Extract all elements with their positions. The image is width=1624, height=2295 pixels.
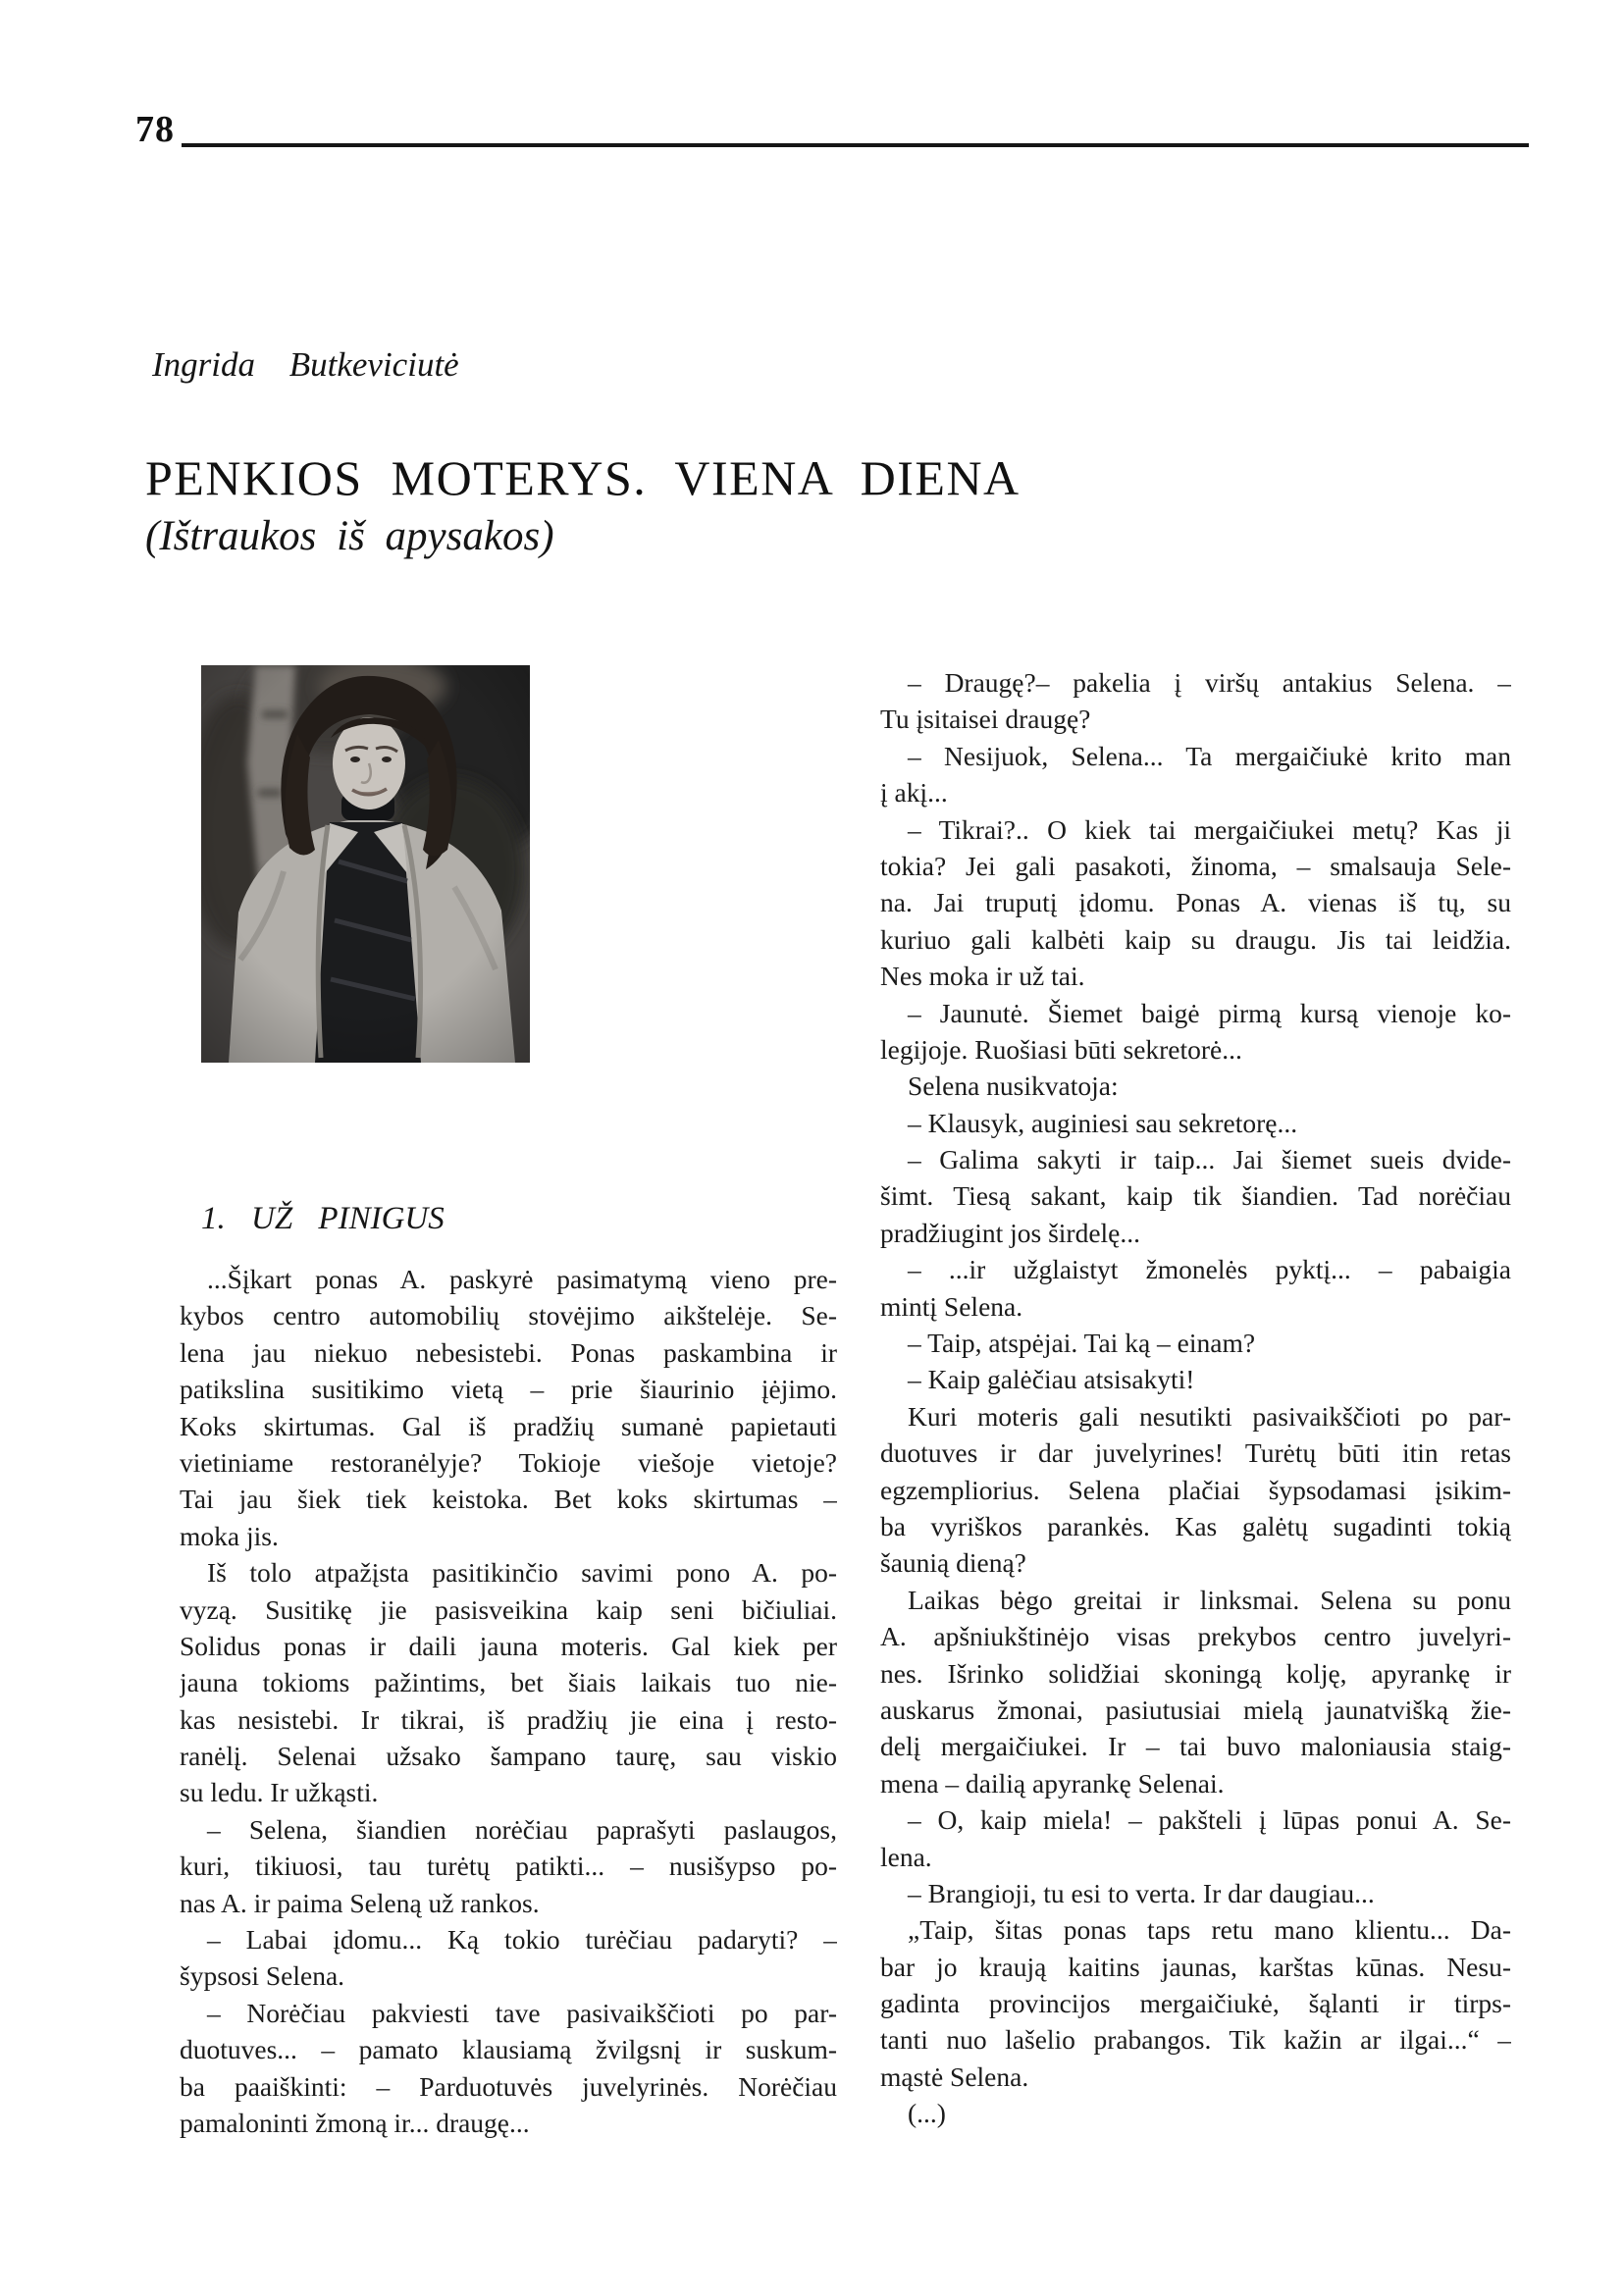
right-column-text [880, 664, 1511, 2132]
text-line: – O, kaip miela! – pakšteli į lūpas ponui A. Se- [908, 1804, 1511, 1836]
text-line: Laikas bėgo greitai ir linksmai. Selena su ponu [908, 1584, 1511, 1615]
text-line: šaunią dieną? [880, 1547, 1026, 1579]
header-rule [182, 143, 1529, 147]
paragraph [880, 1141, 1511, 1251]
text-line: tanti nuo lašelio prabangos. Tik kažin ar ilgai...“ – [880, 2024, 1511, 2056]
text-line: „Taip, šitas ponas taps retu mano klientu... Da- [908, 1914, 1511, 1946]
text-line: Iš tolo atpažįsta pasitikinčio savimi pono A. po- [207, 1557, 837, 1589]
text-line: duotuves... – pamato klausiamą žvilgsnį ir suskum- [180, 2034, 837, 2065]
portrait-photo [201, 665, 530, 1063]
text-line: nas A. ir paima Seleną už rankos. [180, 1887, 540, 1918]
text-line: lena jau niekuo nebesistebi. Ponas paskambina ir [180, 1336, 837, 1368]
text-line: – Galima sakyti ir taip... Jai šiemet sueis dvide- [908, 1144, 1511, 1175]
text-line: (...) [908, 2098, 946, 2129]
text-line: – Selena, šiandien norėčiau paprašyti paslaugos, [207, 1813, 837, 1845]
text-line: – Norėčiau pakviesti tave pasivaikščioti po par- [207, 1997, 837, 2028]
text-line: Tu įsitaisei draugę? [880, 704, 1091, 735]
text-line: egzempliorius. Selena plačiai šypsodamasi įsikim- [880, 1474, 1511, 1505]
text-line: pamaloninti žmoną ir... draugę... [180, 2107, 530, 2138]
right-column [880, 664, 1511, 2132]
text-line: legijoje. Ruošiasi būti sekretorė... [880, 1033, 1242, 1065]
text-line: mena – dailią apyrankę Selenai. [880, 1767, 1225, 1799]
text-line: kuri, tikiuosi, tau turėtų patikti... – nusišypso po- [180, 1851, 837, 1882]
page-title: PENKIOS MOTERYS. VIENA DIENA [145, 450, 1021, 505]
text-line: Koks skirtumas. Gal iš pradžių sumanė papietauti [180, 1410, 837, 1441]
text-line: – Brangioji, tu esi to verta. Ir dar daugiau... [908, 1877, 1375, 1908]
text-line: Nes moka ir už tai. [880, 961, 1085, 992]
text-line: pradžiugint jos širdelę... [880, 1217, 1141, 1248]
text-line: ...Šįkart ponas A. paskyrė pasimatymą vieno pre- [207, 1264, 837, 1294]
text-line: patikslina susitikimo vietą – prie šiaurinio įėjimo. [180, 1374, 837, 1405]
paragraph [880, 1398, 1511, 1582]
text-line: kybos centro automobilių stovėjimo aikštelėje. Se- [180, 1300, 837, 1331]
text-line: Tai jau šiek tiek keistoka. Bet koks skirtumas – [180, 1484, 837, 1515]
paragraph [880, 995, 1511, 1069]
left-column-text [180, 1261, 837, 2141]
paragraph [880, 1325, 1511, 1361]
portrait-photo-art [201, 665, 530, 1063]
text-line: moka jis. [180, 1520, 279, 1551]
text-line: na. Jai truputį įdomu. Ponas A. vienas iš tų, su [880, 887, 1511, 918]
text-line: – Taip, atspėjai. Tai ką – einam? [908, 1328, 1256, 1359]
text-line: nes. Išrinko solidžiai skoningą kolję, apyrankę ir [880, 1657, 1511, 1689]
paragraph [880, 1911, 1511, 2095]
paragraph [880, 664, 1511, 738]
page-number: 78 [135, 109, 175, 150]
text-line: – Jaunutė. Šiemet baigė pirmą kursą vienoje ko- [908, 997, 1511, 1028]
text-line: ba paaiškinti: – Parduotuvės juvelyrinės. Norėčiau [180, 2070, 837, 2102]
paragraph [180, 1554, 837, 1811]
text-line: ranėlį. Selenai užsako šampano taurę, sau viskio [180, 1741, 837, 1772]
paragraph [880, 1068, 1511, 1104]
text-line: – Kaip galėčiau atsisakyti! [908, 1364, 1195, 1395]
text-line: duotuves ir dar juvelyrines! Turėtų būti itin retas [880, 1437, 1511, 1469]
text-line: šimt. Tiesą sakant, kaip tik šiandien. Tad norėčiau [880, 1180, 1511, 1212]
text-line: tokia? Jei gali pasakoti, žinoma, – smalsauja Sele- [880, 850, 1511, 881]
author-name: Ingrida Butkeviciutė [152, 345, 459, 384]
text-line: kuriuo gali kalbėti kaip su draugu. Jis tai leidžia. [880, 923, 1511, 955]
paragraph [880, 1251, 1511, 1325]
text-line: bar jo kraują kaitins jaunas, karštas kūnas. Nesu- [880, 1951, 1511, 1982]
text-line: – ...ir užglaistyt žmonelės pyktį... – pabaigia [908, 1254, 1511, 1285]
paragraph [880, 1875, 1511, 1911]
text-line: Solidus ponas ir daili jauna moteris. Gal kiek per [180, 1630, 837, 1661]
text-line: Kuri moteris gali nesutikti pasivaikščioti po par- [908, 1400, 1511, 1432]
text-line: lena. [880, 1841, 932, 1872]
paragraph [180, 1811, 837, 1921]
text-line: gadinta provincijos mergaičiukė, šąlanti ir tirps- [880, 1988, 1511, 2019]
text-line: delį mergaičiukei. Ir – tai buvo maloniausia staig- [880, 1731, 1511, 1762]
text-line: – Labai įdomu... Ką tokio turėčiau padaryti? – [207, 1924, 837, 1956]
page-subtitle: (Ištraukos iš apysakos) [145, 513, 554, 559]
paragraph [880, 1801, 1511, 1875]
paragraph [880, 811, 1511, 995]
paragraph [880, 738, 1511, 811]
text-line: vietiniame restoranėlyje? Tokioje viešoje vietoje? [180, 1446, 837, 1478]
left-column [180, 1199, 837, 2141]
text-line: su ledu. Ir užkąsti. [180, 1777, 379, 1808]
section-heading: 1. UŽ PINIGUS [201, 1201, 445, 1236]
paragraph [880, 1361, 1511, 1397]
text-line: – Tikrai?.. O kiek tai mergaičiukei metų? Kas ji [908, 813, 1511, 845]
text-line: vyzą. Susitikę jie pasisveikina kaip seni bičiuliai. [180, 1593, 837, 1625]
paragraph [180, 1921, 837, 1995]
text-line: A. apšniukštinėjo visas prekybos centro juvelyri- [880, 1621, 1511, 1652]
paragraph [880, 1105, 1511, 1141]
text-line: kas nesistebi. Ir tikrai, iš pradžių jie eina į resto- [180, 1703, 837, 1735]
text-line: ba vyriškos parankės. Kas galėtų sugadinti tokią [880, 1510, 1511, 1541]
text-line: į akį... [880, 777, 948, 808]
text-line: šypsosi Selena. [180, 1960, 345, 1992]
text-line: – Klausyk, auginiesi sau sekretorę... [908, 1107, 1298, 1138]
text-line: jauna tokioms pažintims, bet šiais laikais tuo nie- [180, 1667, 837, 1698]
text-line: mąstė Selena. [880, 2060, 1029, 2092]
text-line: mintį Selena. [880, 1290, 1023, 1322]
text-line: – Draugę?– pakelia į viršų antakius Selena. – [908, 667, 1511, 698]
paragraph [880, 2095, 1511, 2131]
paragraph [180, 1261, 837, 1554]
text-line: auskarus žmonai, pasiutusiai mielą jaunatvišką žie- [880, 1694, 1511, 1725]
paragraph [180, 1995, 837, 2142]
text-line: – Nesijuok, Selena... Ta mergaičiukė krito man [908, 740, 1511, 771]
text-line: Selena nusikvatoja: [908, 1070, 1119, 1102]
paragraph [880, 1582, 1511, 1801]
